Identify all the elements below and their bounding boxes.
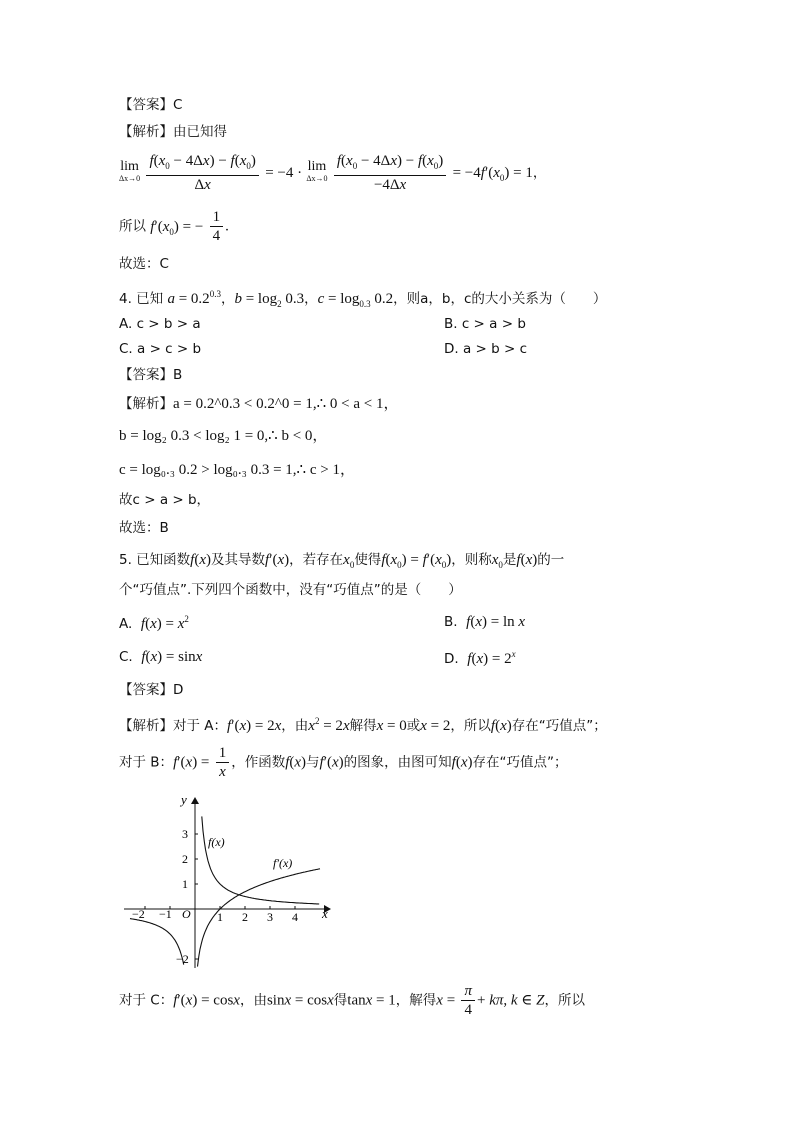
q3-conclusion: 所以 $f'(x_0)$ = − $\frac{1}{4}$ . [119,209,229,244]
q3-analysis-label: 【解析】由已知得 [119,124,227,140]
curve-f-label: f(x) [208,835,225,849]
q4-step2: b = log₂ 0.3 < log₂ 1 = 0,∴ b < 0， [119,428,328,444]
y-tick-label: −2 [176,952,189,966]
q4-option-a: A. c > b > a [119,316,201,332]
x-tick-label: 4 [292,910,298,924]
x-tick-label: 1 [217,910,223,924]
x-axis-label: x [322,906,328,921]
q5-stem-line2: 个“巧值点”.下列四个函数中，没有“巧值点”的是（ ） [119,582,462,598]
q4-step1: 【解析】a = 0.2^0.3 < 0.2^0 = 1,∴ 0 < a < 1， [119,396,399,412]
q5-option-c: C. f(x) = sinx [119,649,203,665]
q4-choice: 故选：B [119,520,169,536]
q3-limit-equation: lim Δx→0 $\frac{f(x_0 - 4\Delta x) - f(x_0)}{\Delta x}$ = −4 · lim Δx→0 $\frac{f(x_0 - 4\Delta x) - f(x_0)}{-4\Delta x}$ = $-4f'(x_0) = 1$， [119,153,547,193]
q5-stem-line1: 5. 已知函数f(x)及其导数f′(x)，若存在$x_0$使得$f(x_0) = f'(x_0)$，则称$x_0$是f(x)的一 [119,552,565,570]
x-tick-label: −2 [132,907,145,921]
q5-analysis-c: 对于 C：f′(x) = cosx，由sinx = cosx得tanx = 1，解得x = $\frac{\pi}{4}$ + kπ, k ∈ Z，所以 [119,983,585,1018]
q3-choice: 故选：C [119,256,169,272]
y-axis-label: y [181,792,187,807]
y-tick-label: 1 [182,877,188,891]
curve-f-prime [198,869,321,967]
y-tick-label: 3 [182,827,188,841]
function-graph [118,786,340,972]
q5-analysis-a: 【解析】对于 A：f′(x) = 2x，由$x^2 = 2x$解得x = 0或x = 2，所以f(x)存在“巧值点”； [119,716,607,734]
x-tick-label: 3 [267,910,273,924]
q5-option-d: D. $f(x) = 2^x$ [444,649,516,667]
q4-stem: 4. 已知 $a = 0.2^{0.3}$，$b = \log_2 0.3$，$c = \log_{0.3} 0.2$，则a，b，c的大小关系为（ ） [119,289,607,309]
q3-answer: 【答案】C [119,97,183,113]
x-tick-label: −1 [159,907,172,921]
q4-option-c: C. a > c > b [119,341,202,357]
q5-option-a: A. $f(x) = x^2$ [119,614,189,632]
q5-answer: 【答案】D [119,682,184,698]
q4-answer: 【答案】B [119,367,183,383]
q5-analysis-b: 对于 B：f′(x) = $\frac{1}{x}$ ，作函数f(x)与f′(x)的图象，由图可知f(x)存在“巧值点”； [119,745,568,780]
origin-label: O [182,907,191,921]
q4-option-b: B. c > a > b [444,316,526,332]
q5-option-b: B. f(x) = ln x [444,614,526,630]
y-tick-label: 2 [182,852,188,866]
curve-f [202,816,319,904]
x-tick-label: 2 [242,910,248,924]
curve-f-prime-label: f′(x) [273,856,293,870]
q4-option-d: D. a > b > c [444,341,528,357]
q4-step4: 故c > a > b， [119,492,211,508]
q4-step3: c = log₀.₃ 0.2 > log₀.₃ 0.3 = 1,∴ c > 1， [119,462,355,478]
